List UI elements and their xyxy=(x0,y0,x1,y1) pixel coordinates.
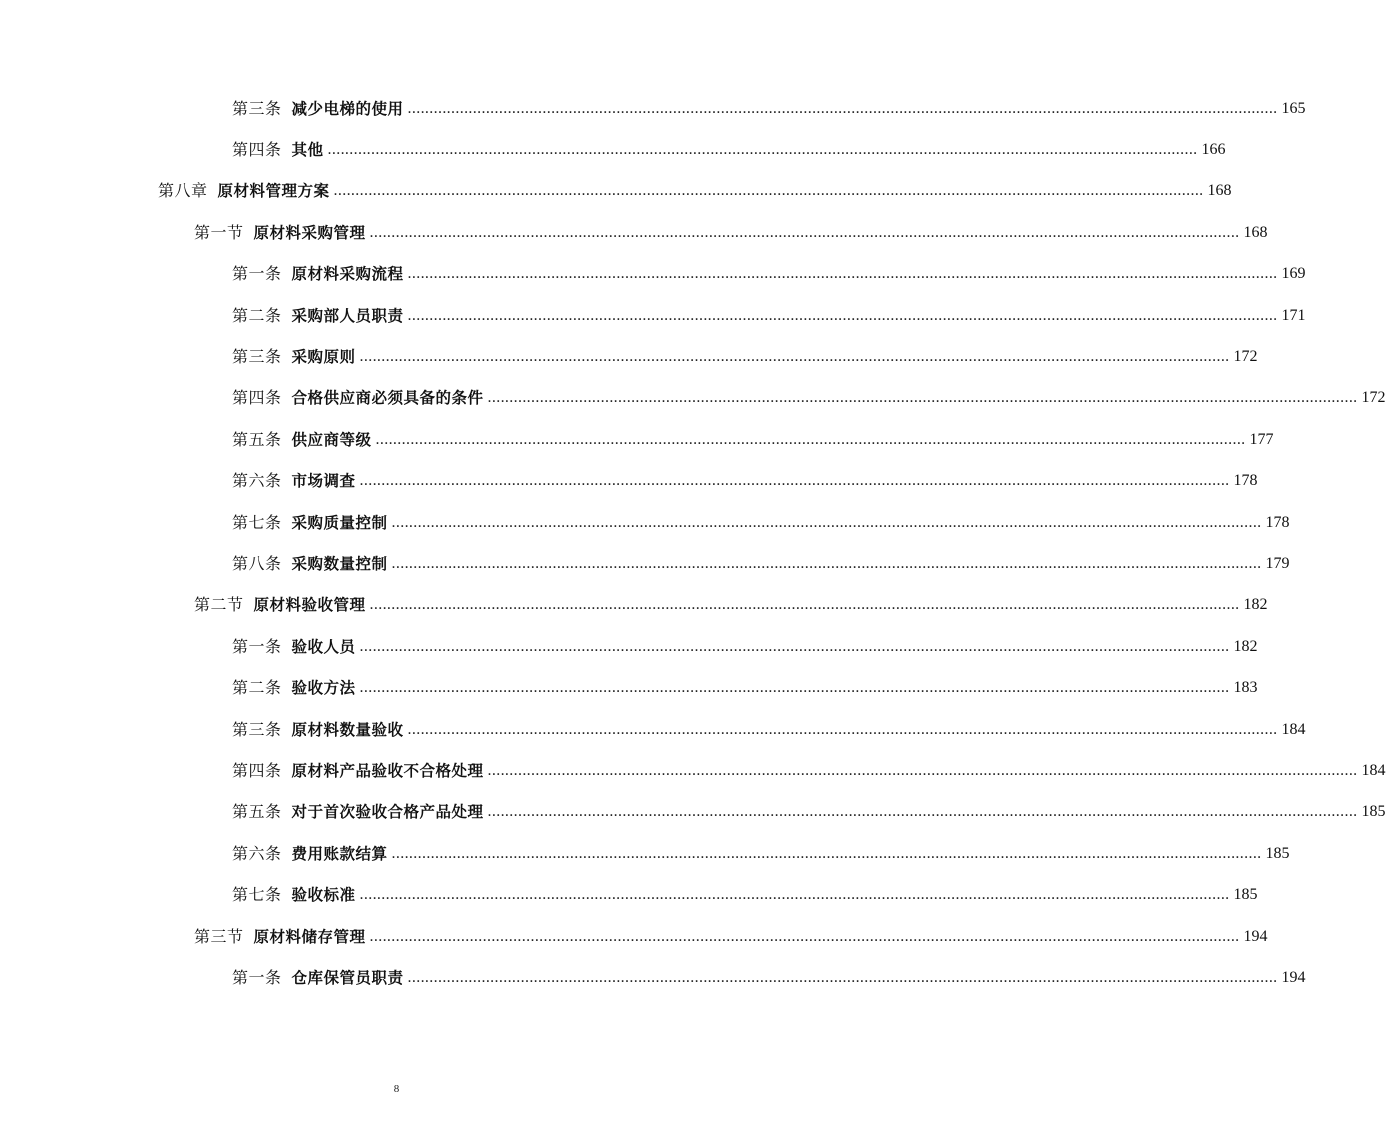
toc-entry-label: 第二节 xyxy=(194,595,244,615)
toc-list xyxy=(0,88,1386,999)
toc-entry-label: 第三条 xyxy=(232,347,282,367)
toc-entry-page: 182 xyxy=(1243,596,1268,614)
dot-leader: ........................................................................................................................................................................................................ xyxy=(407,306,1278,324)
toc-entry-label: 第四条 xyxy=(232,388,282,408)
toc-entry-section[interactable] xyxy=(0,585,1268,626)
toc-entry-page: 168 xyxy=(1243,223,1268,241)
toc-entry-article[interactable] xyxy=(0,378,1386,419)
toc-entry-title: 费用账款结算 xyxy=(291,844,388,863)
toc-entry-title: 采购部人员职责 xyxy=(291,306,404,325)
toc-entry-title: 原材料产品验收不合格处理 xyxy=(291,761,484,780)
toc-entry-title: 合格供应商必须具备的条件 xyxy=(291,389,484,408)
toc-entry-page: 165 xyxy=(1281,99,1306,117)
dot-leader: ........................................................................................................................................................................................................ xyxy=(359,886,1230,904)
toc-entry-label: 第一条 xyxy=(232,264,282,284)
toc-entry-article[interactable] xyxy=(0,792,1386,833)
dot-leader: ........................................................................................................................................................................................................ xyxy=(359,637,1230,655)
toc-entry-title: 减少电梯的使用 xyxy=(291,99,404,118)
toc-entry-title: 原材料采购流程 xyxy=(291,265,404,284)
toc-entry-article[interactable] xyxy=(0,419,1274,460)
dot-leader: ........................................................................................................................................................................................................ xyxy=(487,761,1358,779)
toc-entry-article[interactable] xyxy=(0,88,1306,129)
dot-leader: ........................................................................................................................................................................................................ xyxy=(407,265,1278,283)
toc-entry-article[interactable] xyxy=(0,626,1258,667)
toc-entry-title: 原材料数量验收 xyxy=(291,720,404,739)
toc-entry-label: 第四条 xyxy=(232,760,282,780)
toc-entry-label: 第一条 xyxy=(232,967,282,987)
table-of-contents xyxy=(0,88,1386,999)
dot-leader: ........................................................................................................................................................................................................ xyxy=(375,430,1246,448)
toc-entry-label: 第三条 xyxy=(232,98,282,118)
toc-entry-title: 其他 xyxy=(291,141,324,160)
toc-entry-page: 179 xyxy=(1265,554,1290,572)
toc-entry-page: 194 xyxy=(1243,927,1268,945)
toc-entry-title: 仓库保管员职责 xyxy=(291,968,404,987)
toc-entry-article[interactable] xyxy=(0,295,1306,336)
toc-entry-page: 185 xyxy=(1265,844,1290,862)
dot-leader: ........................................................................................................................................................................................................ xyxy=(359,679,1230,697)
toc-entry-section[interactable] xyxy=(0,916,1268,957)
toc-entry-title: 原材料验收管理 xyxy=(253,596,366,615)
toc-entry-label: 第四条 xyxy=(232,140,282,160)
dot-leader: ........................................................................................................................................................................................................ xyxy=(487,389,1358,407)
toc-entry-title: 对于首次验收合格产品处理 xyxy=(291,803,484,822)
toc-entry-label: 第六条 xyxy=(232,471,282,491)
toc-entry-page: 183 xyxy=(1233,679,1258,697)
toc-entry-page: 178 xyxy=(1233,472,1258,490)
toc-entry-chapter[interactable] xyxy=(0,171,1232,212)
page-number: 8 xyxy=(393,1083,400,1095)
dot-leader: ........................................................................................................................................................................................................ xyxy=(369,596,1240,614)
toc-entry-section[interactable] xyxy=(0,212,1268,253)
toc-entry-article[interactable] xyxy=(0,667,1258,708)
dot-leader: ........................................................................................................................................................................................................ xyxy=(327,141,1198,159)
toc-entry-article[interactable] xyxy=(0,750,1386,791)
dot-leader: ........................................................................................................................................................................................................ xyxy=(407,968,1278,986)
toc-entry-page: 182 xyxy=(1233,637,1258,655)
toc-entry-article[interactable] xyxy=(0,129,1226,170)
dot-leader: ........................................................................................................................................................................................................ xyxy=(369,223,1240,241)
toc-entry-page: 166 xyxy=(1201,141,1226,159)
toc-entry-title: 采购数量控制 xyxy=(291,554,388,573)
toc-entry-article[interactable] xyxy=(0,336,1258,377)
toc-entry-page: 171 xyxy=(1281,306,1306,324)
dot-leader: ........................................................................................................................................................................................................ xyxy=(407,720,1278,738)
toc-entry-title: 采购质量控制 xyxy=(291,513,388,532)
toc-entry-label: 第六条 xyxy=(232,843,282,863)
toc-entry-label: 第二条 xyxy=(232,678,282,698)
toc-entry-label: 第七条 xyxy=(232,885,282,905)
toc-entry-title: 验收人员 xyxy=(291,637,356,656)
toc-entry-page: 177 xyxy=(1249,430,1274,448)
toc-entry-page: 172 xyxy=(1233,348,1258,366)
toc-entry-page: 184 xyxy=(1361,761,1386,779)
dot-leader: ........................................................................................................................................................................................................ xyxy=(369,927,1240,945)
dot-leader: ........................................................................................................................................................................................................ xyxy=(359,472,1230,490)
dot-leader: ........................................................................................................................................................................................................ xyxy=(407,99,1278,117)
toc-entry-label: 第二条 xyxy=(232,305,282,325)
dot-leader: ........................................................................................................................................................................................................ xyxy=(391,554,1262,572)
toc-entry-label: 第三节 xyxy=(194,926,244,946)
toc-entry-label: 第一条 xyxy=(232,636,282,656)
toc-entry-label: 第五条 xyxy=(232,429,282,449)
toc-entry-label: 第八条 xyxy=(232,553,282,573)
toc-entry-article[interactable] xyxy=(0,709,1306,750)
toc-entry-page: 185 xyxy=(1361,803,1386,821)
toc-entry-label: 第一节 xyxy=(194,222,244,242)
toc-entry-title: 原材料储存管理 xyxy=(253,927,366,946)
toc-entry-article[interactable] xyxy=(0,874,1258,915)
toc-entry-title: 原材料管理方案 xyxy=(217,182,330,201)
toc-entry-article[interactable] xyxy=(0,543,1290,584)
toc-entry-title: 采购原则 xyxy=(291,348,356,367)
toc-entry-title: 验收方法 xyxy=(291,679,356,698)
toc-entry-article[interactable] xyxy=(0,833,1290,874)
toc-entry-page: 169 xyxy=(1281,265,1306,283)
toc-entry-label: 第五条 xyxy=(232,802,282,822)
dot-leader: ........................................................................................................................................................................................................ xyxy=(391,513,1262,531)
toc-entry-page: 168 xyxy=(1207,182,1232,200)
dot-leader: ........................................................................................................................................................................................................ xyxy=(391,844,1262,862)
toc-entry-label: 第三条 xyxy=(232,719,282,739)
toc-entry-page: 185 xyxy=(1233,886,1258,904)
dot-leader: ........................................................................................................................................................................................................ xyxy=(487,803,1358,821)
toc-entry-label: 第七条 xyxy=(232,512,282,532)
toc-entry-article[interactable] xyxy=(0,254,1306,295)
toc-entry-page: 178 xyxy=(1265,513,1290,531)
toc-entry-label: 第八章 xyxy=(158,181,208,201)
toc-entry-title: 验收标准 xyxy=(291,886,356,905)
toc-entry-article[interactable] xyxy=(0,502,1290,543)
toc-entry-article[interactable] xyxy=(0,957,1306,998)
toc-entry-title: 供应商等级 xyxy=(291,430,372,449)
toc-entry-page: 194 xyxy=(1281,968,1306,986)
toc-entry-article[interactable] xyxy=(0,461,1258,502)
toc-entry-title: 原材料采购管理 xyxy=(253,223,366,242)
dot-leader: ........................................................................................................................................................................................................ xyxy=(333,182,1204,200)
dot-leader: ........................................................................................................................................................................................................ xyxy=(359,348,1230,366)
toc-entry-page: 172 xyxy=(1361,389,1386,407)
toc-entry-page: 184 xyxy=(1281,720,1306,738)
toc-entry-title: 市场调查 xyxy=(291,472,356,491)
